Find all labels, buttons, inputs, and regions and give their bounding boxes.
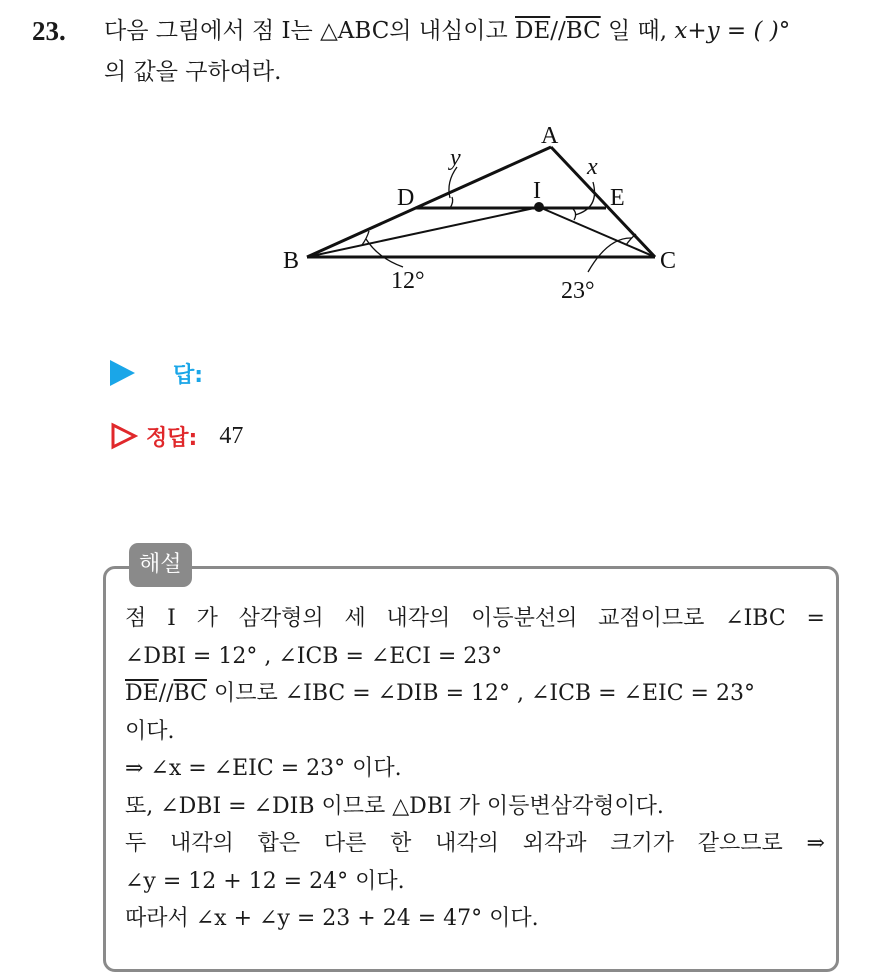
solution-line-3: [125, 675, 825, 713]
segment-bc: $\overline{BC}$: [565, 18, 601, 44]
solution-line-9: 따라서 ∠x + ∠y = 23 + 24 = 47° 이다.: [125, 906, 539, 931]
word: 점: [125, 606, 147, 631]
word: 내각의: [170, 831, 234, 856]
segment-bc: $\overline{BC}$: [173, 681, 207, 706]
word: 가: [196, 606, 218, 631]
question-number: 23.: [32, 16, 66, 46]
word: 외각과: [522, 831, 587, 856]
angle-arc-dib: [450, 197, 453, 208]
parallel-sign: //: [158, 681, 174, 706]
angle-arc-eic: [572, 208, 576, 220]
word: 이등분선의: [471, 606, 578, 631]
question-text-line-2: 의 값을 구하여라.: [104, 59, 282, 85]
label-b: B: [283, 248, 300, 274]
solution-line-1: [125, 600, 825, 638]
angle-arc-icb: [626, 234, 636, 245]
word: =: [806, 606, 825, 631]
label-angle-12: 12°: [391, 268, 425, 294]
word: 한: [390, 831, 412, 856]
word: 내각의: [435, 831, 499, 856]
solution-body: [125, 600, 825, 938]
parallel-sign: //: [550, 18, 566, 44]
segment-ci: [539, 207, 655, 257]
answer-label: 답:: [173, 362, 204, 388]
word: 다른: [323, 831, 367, 856]
question-expression: x+y = ( )°: [674, 18, 791, 44]
outline-arrow-icon: [110, 422, 138, 450]
word: 크기가: [610, 831, 674, 856]
word: ∠IBC: [725, 606, 786, 631]
word: ⇒: [806, 831, 825, 856]
label-e: E: [610, 185, 625, 211]
answer-row: [110, 355, 203, 391]
question-text-line-1: [104, 16, 790, 46]
solution-line-7: [125, 825, 825, 863]
label-y: y: [450, 145, 461, 171]
triangle-diagram: [270, 112, 690, 312]
label-c: C: [660, 248, 677, 274]
pointer-23: [588, 238, 632, 272]
correct-answer-label: 정답:: [146, 425, 198, 451]
label-i: I: [533, 178, 541, 204]
triangle-figure: [270, 112, 690, 312]
correct-answer-value: 47: [219, 422, 244, 449]
solution-line-4: 이다.: [125, 718, 175, 744]
word: 삼각형의: [238, 606, 324, 631]
word: 두: [125, 831, 147, 856]
solution-line-6: 또, ∠DBI = ∠DIB 이므로 △DBI 가 이등변삼각형이다.: [125, 793, 664, 819]
solution-line-5: ⇒ ∠x = ∠EIC = 23° 이다.: [125, 756, 402, 781]
word: 교점이므로: [598, 606, 705, 631]
side-ac: [551, 147, 655, 257]
word: 내각의: [386, 606, 451, 631]
question-text-b: 일 때,: [600, 18, 675, 44]
solution-line-3-text: 이므로 ∠IBC = ∠DIB = 12° , ∠ICB = ∠EIC = 23°: [213, 681, 755, 706]
pointer-x: [575, 182, 595, 215]
question-text-a: 다음 그림에서 점 I는 △ABC의 내심이고: [104, 18, 516, 44]
label-angle-23: 23°: [561, 278, 595, 304]
side-ab: [307, 147, 551, 257]
segment-de: $\overline{DE}$: [125, 681, 159, 706]
play-arrow-icon: [110, 360, 135, 386]
segment-de: $\overline{DE}$: [515, 18, 551, 44]
word: I: [167, 606, 176, 631]
solution-line-2: ∠DBI = 12° , ∠ICB = ∠ECI = 23°: [125, 643, 503, 669]
segment-bi: [307, 207, 539, 257]
label-a: A: [541, 123, 559, 149]
solution-line-8: ∠y = 12 + 12 = 24° 이다.: [125, 868, 405, 894]
word: 합은: [257, 831, 301, 856]
solution-tag: 해설: [129, 543, 192, 587]
label-x: x: [587, 154, 598, 180]
correct-answer-row: [110, 418, 243, 454]
label-d: D: [397, 185, 415, 211]
word: 같으므로: [697, 831, 783, 856]
word: 세: [344, 606, 366, 631]
